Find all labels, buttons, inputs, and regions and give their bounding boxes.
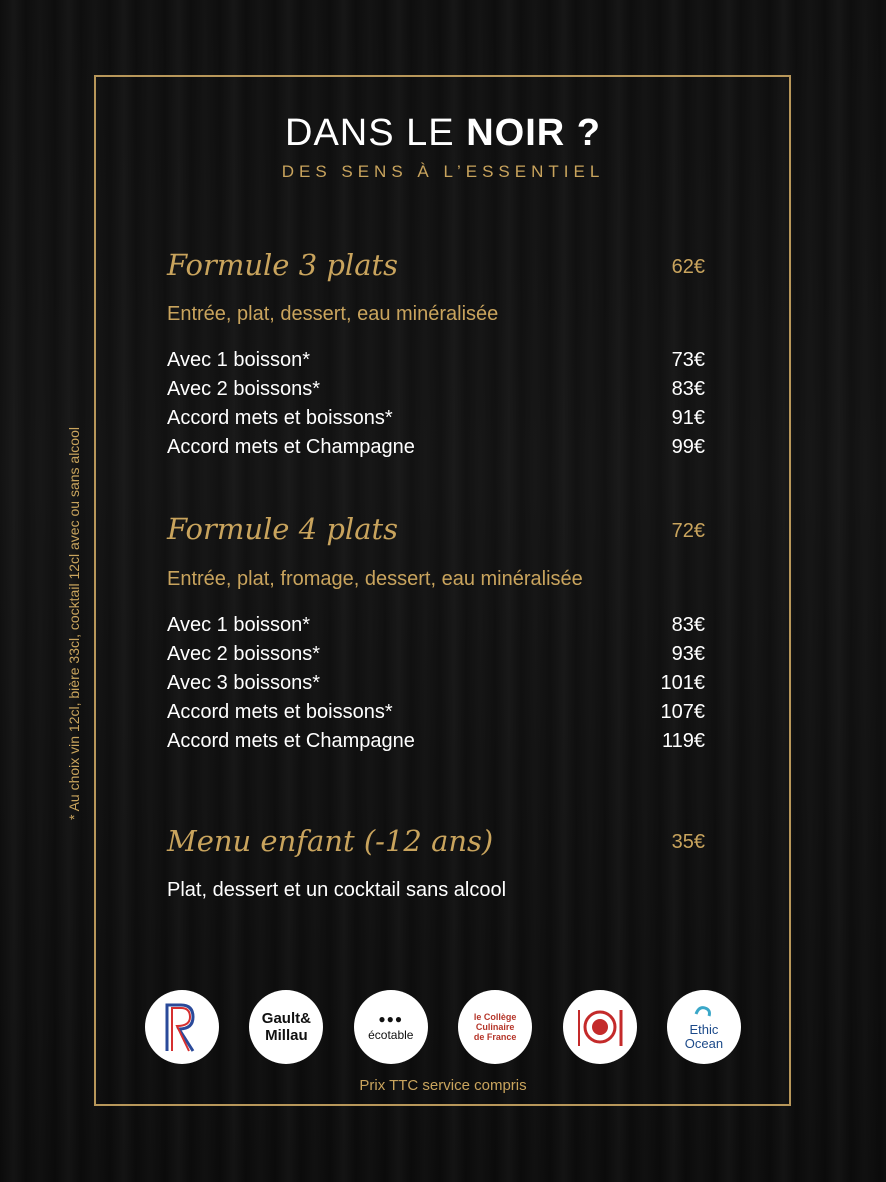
option-price: 83€ [671,378,705,400]
formule-3-option [167,349,705,378]
menu-enfant-price: 35€ [671,831,705,853]
option-price: 91€ [671,407,705,429]
gault-millau-logo-icon [249,990,323,1064]
formule-3-description: Entrée, plat, dessert, eau minéralisée [167,303,499,325]
formule-3-option [167,378,705,407]
option-label: Accord mets et Champagne [167,730,415,752]
option-price: 119€ [661,730,705,752]
logo-text: écotable [368,1028,414,1042]
college-culinaire-logo-icon [458,990,532,1064]
title-question-mark: ? [565,112,601,154]
option-label: Accord mets et boissons* [167,701,393,723]
ecotable-dots: ●●● [378,1012,404,1026]
option-price: 93€ [671,643,705,665]
option-label: Avec 1 boisson* [167,349,311,371]
r-logo-icon [157,999,207,1055]
menu-enfant-description: Plat, dessert et un cocktail sans alcool [167,879,507,901]
option-label: Accord mets et boissons* [167,407,393,429]
formule-3-option [167,436,705,465]
formule-4-option [167,730,705,759]
option-price: 83€ [671,614,705,636]
option-price: 73€ [671,349,705,371]
option-label: Accord mets et Champagne [167,436,415,458]
r-logo-icon [145,990,219,1064]
restaurant-title [0,112,886,155]
option-label: Avec 3 boissons* [167,672,321,694]
formule-4-option [167,643,705,672]
title-text: DANS LE [285,112,467,154]
formule-4-option [167,701,705,730]
formule-4-description: Entrée, plat, fromage, dessert, eau minéralisée [167,568,583,590]
formule-4-option [167,672,705,701]
title-bold-text: NOIR [466,112,566,154]
option-label: Avec 1 boisson* [167,614,311,636]
option-price: 101€ [660,672,705,694]
formule-3-option [167,407,705,436]
option-price: 107€ [660,701,705,723]
wave-icon [693,1004,715,1020]
restaurant-subtitle: DES SENS À L’ESSENTIEL [281,162,605,181]
formule-3-price: 62€ [671,256,705,278]
logo-text: de France [473,1032,517,1042]
option-label: Avec 2 boissons* [167,643,321,665]
formule-4-title: Formule 4 plats [167,512,399,546]
ecotable-logo-icon [354,990,428,1064]
restaurant-plate-logo-icon [563,990,637,1064]
logo-text: Culinaire [475,1022,515,1032]
drinks-footnote: * Au choix vin 12cl, bière 33cl, cocktail 12cl avec ou sans alcool [66,427,82,820]
restaurant-plate-logo-icon [572,1002,628,1052]
price-note: Prix TTC service compris [359,1077,527,1094]
ethic-ocean-logo-icon [667,990,741,1064]
option-price: 99€ [671,436,705,458]
logo-text: Ocean [684,1035,724,1051]
menu-enfant-title: Menu enfant (-12 ans) [167,824,494,858]
logo-text: le Collège [473,1012,517,1022]
formule-3-title: Formule 3 plats [167,248,399,282]
partner-logos [145,990,741,1064]
formule-4-price: 72€ [671,520,705,542]
formule-4-option [167,614,705,643]
logo-text: Ethic [689,1021,719,1037]
logo-text: Gault& [261,1010,311,1027]
option-label: Avec 2 boissons* [167,378,321,400]
logo-text: Millau [265,1027,308,1044]
